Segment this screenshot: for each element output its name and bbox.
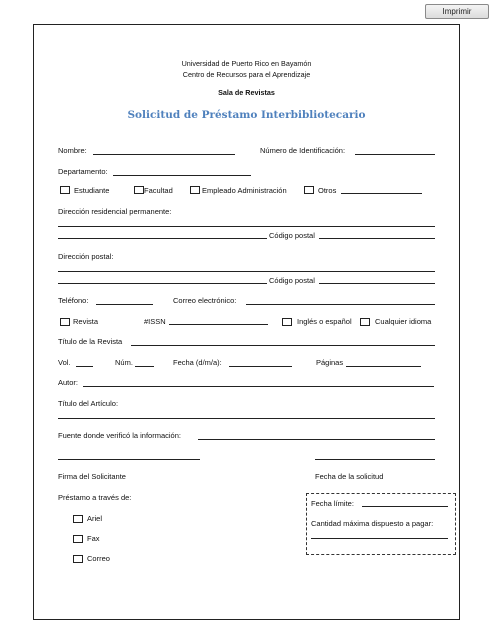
issn-label: #ISSN bbox=[144, 317, 166, 326]
codigo-postal-label-2: Código postal bbox=[269, 276, 315, 285]
departamento-label: Departamento: bbox=[58, 167, 108, 176]
correo-field[interactable] bbox=[246, 304, 435, 305]
otros-checkbox[interactable] bbox=[304, 186, 314, 194]
form-page bbox=[33, 24, 460, 620]
print-button[interactable]: Imprimir bbox=[425, 4, 489, 19]
dir-postal-label: Dirección postal: bbox=[58, 252, 114, 261]
fuente-field[interactable] bbox=[198, 439, 435, 440]
dir-residencial-label: Dirección residencial permanente: bbox=[58, 207, 172, 216]
fecha-limite-label: Fecha límite: bbox=[311, 499, 354, 508]
titulo-revista-label: Título de la Revista bbox=[58, 337, 123, 346]
dir-postal-line-2[interactable] bbox=[58, 283, 267, 284]
telefono-field[interactable] bbox=[96, 304, 153, 305]
facultad-label: Facultad bbox=[144, 186, 173, 195]
issn-field[interactable] bbox=[169, 324, 268, 325]
num-field[interactable] bbox=[135, 366, 154, 367]
titulo-articulo-field[interactable] bbox=[58, 418, 435, 419]
facultad-checkbox[interactable] bbox=[134, 186, 144, 194]
estudiante-checkbox[interactable] bbox=[60, 186, 70, 194]
otros-label: Otros bbox=[318, 186, 337, 195]
revista-checkbox[interactable] bbox=[60, 318, 70, 326]
firma-line[interactable] bbox=[58, 459, 200, 460]
titulo-revista-field[interactable] bbox=[131, 345, 435, 346]
center-name: Centro de Recursos para el Aprendizaje bbox=[182, 70, 311, 79]
vol-label: Vol. bbox=[58, 358, 71, 367]
cualquier-idioma-label: Cualquier idioma bbox=[375, 317, 432, 326]
firma-label: Firma del Solicitante bbox=[58, 472, 126, 481]
ingles-espanol-label: Inglés o español bbox=[297, 317, 352, 326]
fax-checkbox[interactable] bbox=[73, 535, 83, 543]
otros-field[interactable] bbox=[341, 193, 422, 194]
fuente-label: Fuente donde verificó la información: bbox=[58, 431, 181, 440]
codigo-postal-field-2[interactable] bbox=[319, 283, 435, 284]
correo-metodo-label: Correo bbox=[87, 554, 110, 563]
identificacion-field[interactable] bbox=[355, 154, 435, 155]
cualquier-idioma-checkbox[interactable] bbox=[360, 318, 370, 326]
telefono-label: Teléfono: bbox=[58, 296, 89, 305]
correo-checkbox[interactable] bbox=[73, 555, 83, 563]
fecha-limite-field[interactable] bbox=[362, 506, 448, 507]
estudiante-label: Estudiante bbox=[74, 186, 110, 195]
empleado-label: Empleado Administración bbox=[202, 186, 287, 195]
cantidad-maxima-label: Cantidad máxima dispuesto a pagar: bbox=[311, 519, 434, 528]
form-title: Solicitud de Préstamo Interbibliotecario bbox=[127, 109, 366, 121]
departamento-field[interactable] bbox=[113, 175, 251, 176]
fecha-solicitud-label: Fecha de la solicitud bbox=[315, 472, 384, 481]
empleado-checkbox[interactable] bbox=[190, 186, 200, 194]
autor-label: Autor: bbox=[58, 378, 79, 387]
dir-postal-line-1[interactable] bbox=[58, 271, 435, 272]
nombre-label: Nombre: bbox=[58, 146, 87, 155]
codigo-postal-label-1: Código postal bbox=[269, 231, 315, 240]
num-label: Núm. bbox=[115, 358, 133, 367]
fecha-label: Fecha (d/m/a): bbox=[173, 358, 222, 367]
nombre-field[interactable] bbox=[93, 154, 235, 155]
dir-residencial-line-1[interactable] bbox=[58, 226, 435, 227]
fax-label: Fax bbox=[87, 534, 100, 543]
vol-field[interactable] bbox=[76, 366, 93, 367]
revista-label: Revista bbox=[73, 317, 99, 326]
paginas-field[interactable] bbox=[346, 366, 421, 367]
ariel-checkbox[interactable] bbox=[73, 515, 83, 523]
autor-field[interactable] bbox=[83, 386, 434, 387]
fecha-field[interactable] bbox=[229, 366, 292, 367]
dir-residencial-line-2[interactable] bbox=[58, 238, 267, 239]
university-name: Universidad de Puerto Rico en Bayamón bbox=[181, 59, 312, 68]
fecha-solicitud-line[interactable] bbox=[315, 459, 435, 460]
paginas-label: Páginas bbox=[316, 358, 344, 367]
ariel-label: Ariel bbox=[87, 514, 103, 523]
ingles-espanol-checkbox[interactable] bbox=[282, 318, 292, 326]
section-name: Sala de Revistas bbox=[218, 88, 275, 97]
cantidad-maxima-field[interactable] bbox=[311, 538, 448, 539]
prestamo-label: Préstamo a través de: bbox=[58, 493, 132, 502]
correo-label: Correo electrónico: bbox=[173, 296, 237, 305]
codigo-postal-field-1[interactable] bbox=[319, 238, 435, 239]
titulo-articulo-label: Título del Artículo: bbox=[58, 399, 119, 408]
identificacion-label: Número de Identificación: bbox=[260, 146, 346, 155]
